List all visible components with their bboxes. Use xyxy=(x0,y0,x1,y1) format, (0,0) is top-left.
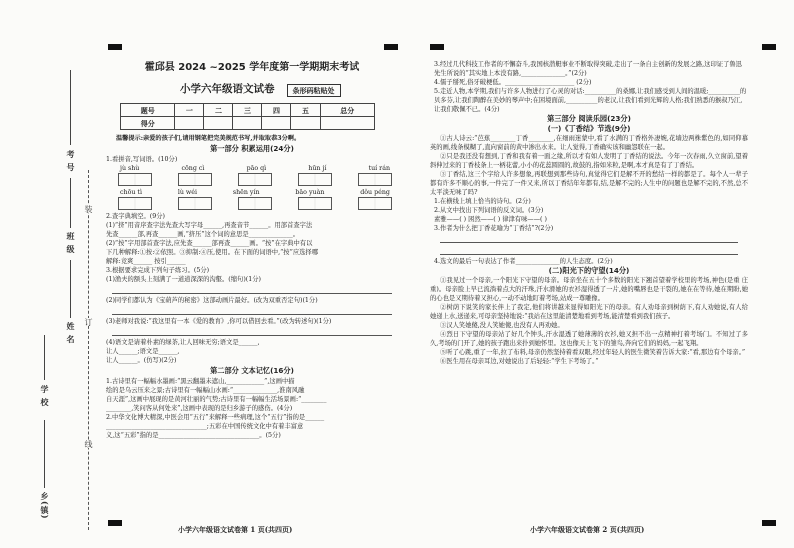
reading1-question-4: 4.选文的最后一句表达了作者______________的人生态度。(2分) xyxy=(434,258,613,265)
answer-box[interactable] xyxy=(118,173,152,186)
school-line xyxy=(44,335,45,380)
pinyin: dǒu péng xyxy=(360,189,390,196)
question-1: 1.看拼音,写词语。(10分) xyxy=(106,156,178,163)
question-3: 3.根据要求完成下列句子练习。(5分) xyxy=(106,267,210,274)
answer-box[interactable] xyxy=(178,197,212,210)
answer-box[interactable] xyxy=(178,173,212,186)
pinyin-row xyxy=(102,164,402,173)
question-2-1b: 先查______部,再查______画,“挤压”这个词的意思是______________。 xyxy=(106,231,300,238)
reading2-paragraph-1: ①我见过一个母亲,一个阳光下守望的母亲。母亲坐在五十个多数的阳光下翘首望着学校里的考场,神色(是重 庄重)。母亲脸上早已流淌着点大的汗珠,汗水滑她的衣衫湿得透了一片,她的嘴唇也是干裂的,她在在等待,她在期盼,她的心也是又期待着又担心,一动不动地盯着考场,站成一尊雕像。 xyxy=(430,277,748,302)
reading2-paragraph-5: ⑤听了心跳,重了一年,拉了布料,母亲仍然坚持着看双眼,经过年轻人的医生微笑着告诉大家:“看,那边有个母亲。” xyxy=(440,349,746,356)
binding-dashed-line xyxy=(88,170,89,530)
question-3-4: (4)语文是请着朴素的绿茶,让人回味无穷;语文是______, xyxy=(106,339,260,346)
name-label: 姓 名 xyxy=(66,322,76,344)
reading2-paragraph-3: ③汉人笑她傻,没人笑她傻,也没有人再劝她。 xyxy=(440,322,564,329)
score-table xyxy=(120,103,375,130)
score-cell[interactable] xyxy=(204,117,233,130)
name-line xyxy=(70,260,71,318)
answer-line[interactable] xyxy=(440,233,738,243)
pinyin: tuí rán xyxy=(368,165,390,172)
question-4b: 绘的是乌云压来之景;古诗里有一幅幅山水画:“______________,淮南风融 xyxy=(106,387,305,394)
page-two-footer: 小学六年级语文试卷第 2 页(共四页) xyxy=(530,525,645,534)
answer-box[interactable] xyxy=(298,173,332,186)
question-2-1: (1)“挤”用音序查字法先查大写字母______,再查音节______。用部首查字法 xyxy=(106,222,313,229)
reading1-question-1: 1.在横线上填上恰当的诗句。(2分) xyxy=(434,198,531,205)
answer-box-row xyxy=(102,197,402,210)
score-cell[interactable] xyxy=(175,117,204,130)
number-label: 考 号 xyxy=(66,150,76,172)
registration-marker xyxy=(430,44,444,50)
reading2-paragraph-2: ②树荫下说笑的家长伴上了我定,他们将讲越来显得如阳光下的母亲。有人劝母亲到树荫下,有人劝她说,有人给她递上水,送递来,可母亲坚持地说:“我站在这里能清楚地看到考场,能清楚看到我们孩子。 xyxy=(430,304,748,320)
class-line xyxy=(70,178,71,228)
answer-line[interactable] xyxy=(112,305,392,315)
question-5: 2.中华文化博大精深,中医会用“五行”来解释一些病理,这个“五行”指的是______ xyxy=(106,414,325,421)
score-header: 题号 xyxy=(121,104,175,117)
question-3-3: (3)老师对我说:“我这里有一本《爱的教育》,你可以借回去看。”(改为转述句)(1分) xyxy=(106,318,332,325)
pinyin: shēn yín xyxy=(232,189,260,196)
question-2: 2.查字典填空。(9分) xyxy=(106,213,166,220)
answer-line[interactable] xyxy=(112,326,392,336)
binding-strip xyxy=(0,0,96,548)
score-cell[interactable] xyxy=(262,117,291,130)
pinyin: bāo yuàn xyxy=(295,189,325,196)
cut-label-3: 线 xyxy=(84,440,93,448)
score-header: 四 xyxy=(262,104,291,117)
answer-line[interactable] xyxy=(440,245,738,255)
part2-title: 第二部分 文本记忆(16分) xyxy=(210,366,294,375)
reading1-title: (一)《丁香结》节选(9分) xyxy=(547,124,631,133)
score-row-label: 得分 xyxy=(121,117,175,130)
pinyin: lù wéi xyxy=(177,189,198,196)
reading2-paragraph-4: ④烈日下守望的母亲站了好几个钟头,汗水湿透了她薄薄的衣衫,她又担不出一点精神打着考场门。不知过了多久,考场的门开了,她的孩子跑出来扑到她怀里。这也像天上飞下的雏鸟,奔向它们的妈妈,一起飞翔。 xyxy=(430,331,748,347)
town-line xyxy=(44,420,45,488)
pinyin: cōnɡ cì xyxy=(181,165,205,172)
reading1-paragraph-3: ③丁香结,这三个字给人许多想象,再联想到那些诗句,真觉得它们是解不开的愁结一样的都是了。每个人一辈子都有许多不顺心的事,一件完了一件又来,所以丁香结年年都有,结,是解不完的;人生中的问题也是解不完的,不然,总不太平淡无味了吗? xyxy=(430,171,748,196)
reading1-paragraph-2: ②只是我还没有想到,丁香和我有着一面之缘,所以才有如人发明了丁香结的说法。今年一次春雨,久立窗前,望着斜伸过来的丁香枝条上一柄花蕾,小小的花蕊圆圆的,故鼓的,指如米粒,是啊,本才真是有了丁香结。 xyxy=(430,153,748,169)
pinyin-row xyxy=(102,188,402,197)
question-3-1: (1)渔夫的额头上刻满了一道道深深的沟壑。(缩句)(1分) xyxy=(106,276,261,283)
page-two xyxy=(430,60,748,366)
reading2-paragraph-6: ⑥医生用在母亲耳边,对她说出了后轻轻:“学生下考场了。” xyxy=(440,358,599,365)
score-header: 总分 xyxy=(320,104,375,117)
registration-marker xyxy=(108,44,122,50)
question-4c: 自天涯”,这画中展现的是黄河壮丽的气势;古诗里有一幅幅生活场景画:“________ xyxy=(106,396,327,403)
question-4: 1.古诗里有一幅幅水墨画:“黑云翻墨未遮山,____________”,这画中描 xyxy=(106,378,295,385)
part1-title: 第一部分 积累运用(24分) xyxy=(210,144,294,153)
pinyin: pāo qì xyxy=(246,165,267,172)
score-row xyxy=(121,117,375,130)
score-header: 二 xyxy=(204,104,233,117)
answer-box[interactable] xyxy=(358,173,392,186)
answer-line[interactable] xyxy=(112,284,392,294)
question-4d: ________,笑问客从何处来”,这画中表现的是归乡游子的感伤。(4分) xyxy=(106,405,293,412)
reading1-paragraph-1: ①古人诗云:“芭蕉________丁香________,在细雨迷蒙中,看了水满的丁香格外凄婉,花墙边两株紫色的,如同仰慕英的画,线条模糊了,直向窗前的黄中渗出水来。让人觉得,丁香确实该和幽怨联在一起。 xyxy=(430,135,748,151)
p2-question-3: 3.经过几代科技工作者的不懈奋斗,我国核潜艇事业不断取得突破,走出了一条自主创新的发展之路,这印证了鲁迅先生所说的“其实地上本没有路,______________。”(2分) xyxy=(434,61,742,77)
question-3-4b: 让人______;语文是______, xyxy=(106,348,180,355)
answer-box[interactable] xyxy=(238,173,272,186)
exam-title: 霍邱县 2024 ~2025 学年度第一学期期末考试 xyxy=(144,62,360,73)
pinyin: jù shù xyxy=(120,165,140,172)
registration-marker xyxy=(108,520,122,526)
score-cell[interactable] xyxy=(320,117,375,130)
answer-box[interactable] xyxy=(118,197,152,210)
notice-text: 温馨提示:亲爱的孩子们,请用钢笔把完美规范书写,并取取恭3分啊。 xyxy=(116,135,301,142)
score-cell[interactable] xyxy=(291,117,320,130)
reading1-question-2: 2.从文中找出下列词语的反义词。(3分) xyxy=(434,207,544,214)
barcode-area: 条形码粘贴处 xyxy=(287,84,341,97)
page-one-footer: 小学六年级语文试卷第 1 页(共四页) xyxy=(178,525,293,534)
question-2-2b: 下几种解释:①按:②依照。③抑制:④压,使用。在下面的词语中,“按”应选择哪 xyxy=(106,249,319,256)
score-header-row xyxy=(121,104,375,117)
reading1-question-2b: 素雅——( ) 困然——( ) 律津有味——( ) xyxy=(434,216,547,223)
question-3-4c: 让人______。(仿写)(2分) xyxy=(106,357,177,364)
number-line xyxy=(70,70,71,145)
town-label: 乡(镇) xyxy=(40,492,50,520)
cut-label-1: 装 xyxy=(84,205,93,213)
question-5b: ________________________________;五彩在中国传统文化中有着丰富意 xyxy=(106,423,304,430)
answer-box[interactable] xyxy=(238,197,272,210)
reading2-title: (二)阳光下的守望(14分) xyxy=(548,266,630,275)
part3-title: 第三部分 阅读乐园(23分) xyxy=(547,114,631,123)
question-3-2: (2)同学们都认为《宝葫芦的秘密》这部动画片最好。(改为双重否定句)(1分) xyxy=(106,297,318,304)
pinyin: hūn jí xyxy=(308,165,327,172)
question-2-2: (2)“按”字用部首查字法,应先查______部再查______画。“按”在字典中有以 xyxy=(106,240,313,247)
answer-box[interactable] xyxy=(298,197,332,210)
score-header: 五 xyxy=(291,104,320,117)
score-cell[interactable] xyxy=(233,117,262,130)
cut-label-2: 订 xyxy=(84,318,93,326)
reading1-question-3: 3.作者为什么把丁香花喻为“丁香结”?(2分) xyxy=(434,225,554,232)
pinyin: chōu tì xyxy=(120,189,142,196)
score-header: 一 xyxy=(175,104,204,117)
score-header: 三 xyxy=(233,104,262,117)
registration-marker xyxy=(762,520,776,526)
registration-marker xyxy=(762,44,776,50)
p2-question-5: 5.走近人物,本学期,我们与许多人物进行了心灵的对话:__________的桑娜,让我们感受到人间的温暖;__________的贝多芬,让我们陶醉在美妙的琴声中;在困境面前,__________的老汉,让我们看到光辉的人格;我们熟悉的猴叔乃江,让我们敬佩不已。(4分) xyxy=(434,88,747,113)
page-one xyxy=(102,55,402,440)
question-2-2c: 解释:竞爽______ 按引______ xyxy=(106,258,186,265)
school-label: 学 校 xyxy=(40,385,50,407)
question-5c: 义,这“五彩”指的是________________________________。(5分) xyxy=(106,432,281,439)
paper-title: 小学六年级语文试卷 xyxy=(180,83,275,95)
registration-marker xyxy=(384,44,398,50)
p2-question-4: 4.儒子掰死,俗牙破梗低。______________________ (2分) xyxy=(434,79,592,86)
answer-box-row xyxy=(102,173,402,186)
answer-box[interactable] xyxy=(358,197,392,210)
class-label: 班 级 xyxy=(66,232,76,254)
